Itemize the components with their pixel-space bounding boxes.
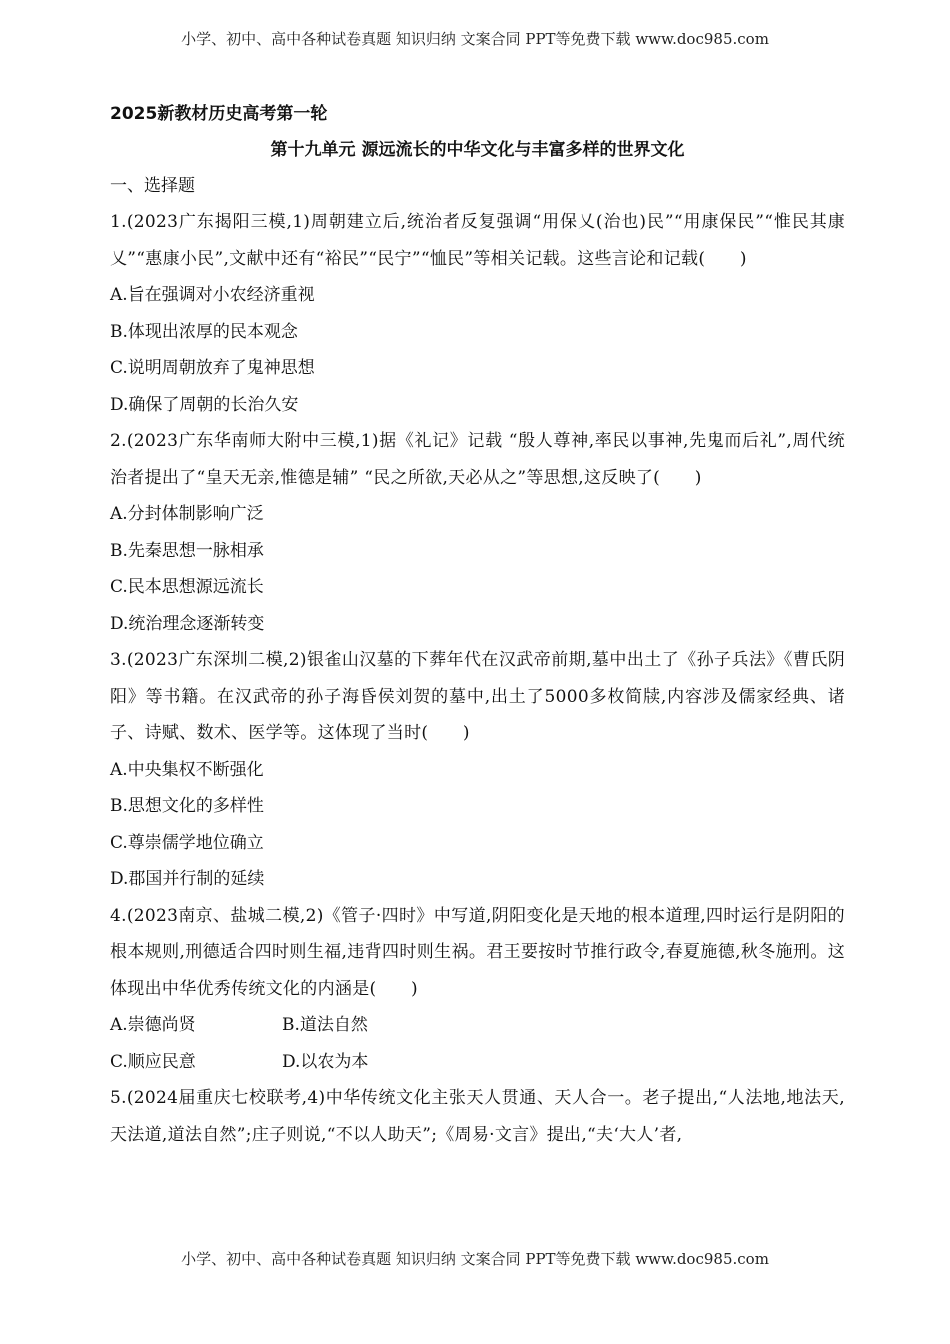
- option-c: C.顺应民意: [110, 1051, 196, 1072]
- question-3: [110, 642, 845, 898]
- unit-title: 第十九单元 源远流长的中华文化与丰富多样的世界文化: [270, 140, 685, 160]
- option-b: B.道法自然: [282, 1015, 368, 1035]
- option-c: C.尊崇儒学地位确立: [110, 832, 264, 853]
- page-header: 小学、初中、高中各种试卷真题 知识归纳 文案合同 PPT等免费下载 www.doc985.com: [181, 30, 769, 48]
- option-d: D.郡国并行制的延续: [110, 869, 265, 889]
- question-4: [110, 898, 845, 1081]
- option-d: D.确保了周朝的长治久安: [110, 394, 299, 415]
- document-body: [110, 96, 845, 1153]
- question-stem: 1.(2023广东揭阳三模,1)周朝建立后,统治者反复强调“用保乂(治也)民”“用康保民”“惟民其康乂”“惠康小民”,文献中还有“裕民”“民宁”“恤民”等相关记载。这些言论和记载( ): [110, 212, 845, 269]
- document-title: 2025新教材历史高考第一轮: [110, 104, 328, 124]
- option-a: A.崇德尚贤: [110, 1015, 196, 1035]
- question-stem: 5.(2024届重庆七校联考,4)中华传统文化主张天人贯通、天人合一。老子提出,“人法地,地法天,天法道,道法自然”;庄子则说,“不以人助天”;《周易·文言》提出,“夫‘大人’者,: [110, 1088, 845, 1145]
- option-a: A.分封体制影响广泛: [110, 504, 264, 524]
- question-2: [110, 423, 845, 642]
- option-d: D.以农为本: [282, 1051, 369, 1072]
- section-title: 一、选择题: [110, 176, 195, 196]
- option-b: B.先秦思想一脉相承: [110, 540, 264, 561]
- option-a: A.中央集权不断强化: [110, 759, 264, 780]
- question-stem: 4.(2023南京、盐城二模,2)《管子·四时》中写道,阴阳变化是天地的根本道理,四时运行是阴阳的根本规则,刑德适合四时则生福,违背四时则生祸。君王要按时节推行政令,春夏施德,秋冬施刑。这体现出中华优秀传统文化的内涵是( ): [110, 905, 845, 999]
- option-a: A.旨在强调对小农经济重视: [110, 285, 315, 305]
- page-footer: 小学、初中、高中各种试卷真题 知识归纳 文案合同 PPT等免费下载 www.doc985.com: [181, 1250, 769, 1268]
- question-stem: 3.(2023广东深圳二模,2)银雀山汉墓的下葬年代在汉武帝前期,墓中出土了《孙子兵法》《曹氏阴阳》等书籍。在汉武帝的孙子海昏侯刘贺的墓中,出土了5000多枚简牍,内容涉及儒家经典、诸子、诗赋、数术、医学等。这体现了当时( ): [110, 650, 845, 743]
- option-b: B.思想文化的多样性: [110, 796, 264, 816]
- option-row: [110, 1044, 845, 1081]
- question-1: [110, 204, 845, 423]
- option-b: B.体现出浓厚的民本观念: [110, 321, 298, 342]
- option-row: [110, 1007, 845, 1044]
- option-c: C.民本思想源远流长: [110, 577, 264, 597]
- option-c: C.说明周朝放弃了鬼神思想: [110, 358, 315, 378]
- option-d: D.统治理念逐渐转变: [110, 613, 265, 634]
- question-5: [110, 1080, 845, 1153]
- question-stem: 2.(2023广东华南师大附中三模,1)据《礼记》记载 “殷人尊神,率民以事神,先鬼而后礼”,周代统治者提出了“皇天无亲,惟德是辅” “民之所欲,天必从之”等思想,这反映了( ): [110, 431, 845, 488]
